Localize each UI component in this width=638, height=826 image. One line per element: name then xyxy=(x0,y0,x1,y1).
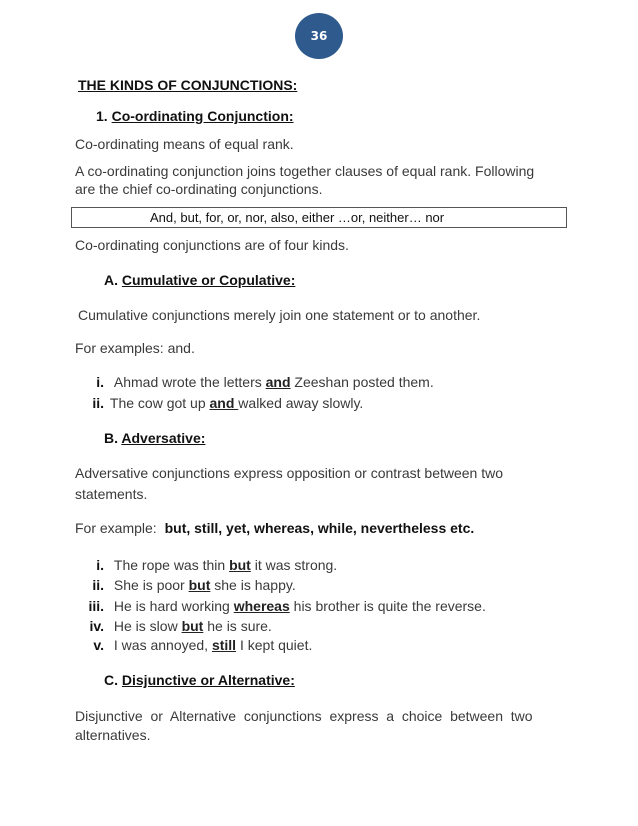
section-c-heading xyxy=(104,672,295,688)
list-item-number: i. xyxy=(96,557,104,573)
list-item-text-pre: She is poor xyxy=(113,577,189,593)
list-item-text-post: Zeeshan posted them. xyxy=(290,374,434,390)
paragraph-example-words xyxy=(75,520,474,537)
list-item xyxy=(80,557,337,574)
page-number: 36 xyxy=(310,29,328,43)
list-item-number: ii. xyxy=(92,395,104,411)
section-1-heading xyxy=(96,108,294,124)
list-item-text-post: I kept quiet. xyxy=(236,637,313,653)
conjunctions-box xyxy=(71,207,567,228)
paragraph-joins-line2: are the chief co-ordinating conjunctions. xyxy=(75,181,323,197)
section-1-number: 1. xyxy=(96,108,108,124)
section-a-number: A. xyxy=(104,272,118,288)
list-item-text-post: he is sure. xyxy=(203,618,272,634)
list-item-text-pre: The rope was thin xyxy=(113,557,230,573)
list-item-number: i. xyxy=(96,374,104,390)
list-item-conjunction: still xyxy=(211,637,237,653)
example-label: For example: xyxy=(75,520,157,536)
paragraph-four-kinds: Co-ordinating conjunctions are of four kinds. xyxy=(75,237,349,253)
paragraph-disjunctive-line2: alternatives. xyxy=(75,727,151,743)
conjunctions-box-text: And, but, for, or, nor, also, either …or, neither… nor xyxy=(150,210,445,225)
section-c-title: Disjunctive or Alternative: xyxy=(121,672,295,688)
section-a-heading xyxy=(104,272,295,288)
list-item-conjunction: and xyxy=(265,374,291,390)
paragraph-adversative-line1: Adversative conjunctions express opposition or contrast between two xyxy=(75,465,504,481)
list-item xyxy=(80,374,434,391)
list-item xyxy=(80,577,296,594)
list-item-conjunction: whereas xyxy=(233,598,290,614)
list-item-conjunction: but xyxy=(181,618,204,634)
list-item-number: iii. xyxy=(88,598,104,614)
section-b-heading xyxy=(104,430,205,446)
section-b-number: B. xyxy=(104,430,118,446)
list-item-text-pre: I was annoyed, xyxy=(113,637,212,653)
page-heading: THE KINDS OF CONJUNCTIONS: xyxy=(78,77,298,93)
paragraph-adversative-line2: statements. xyxy=(75,486,148,502)
list-item-text-post: it was strong. xyxy=(250,557,338,573)
section-a-title: Cumulative or Copulative: xyxy=(121,272,296,288)
list-item-conjunction: but xyxy=(188,577,211,593)
list-item-text-pre: He is slow xyxy=(113,618,182,634)
list-item-text-post: walked away slowly. xyxy=(238,395,364,411)
paragraph-examples-and: For examples: and. xyxy=(75,340,195,356)
list-item-number: v. xyxy=(93,637,104,653)
list-item xyxy=(80,618,272,635)
paragraph-disjunctive-line1: Disjunctive or Alternative conjunctions express a choice between two xyxy=(75,708,533,724)
list-item-text-pre: Ahmad wrote the letters xyxy=(113,374,266,390)
list-item-text-post: she is happy. xyxy=(210,577,296,593)
list-item xyxy=(80,637,312,654)
example-words: but, still, yet, whereas, while, nevertheless etc. xyxy=(164,520,475,536)
list-item-number: iv. xyxy=(89,618,104,634)
section-1-title: Co-ordinating Conjunction: xyxy=(111,108,294,124)
list-item xyxy=(80,395,363,412)
paragraph-joins-line1: A co-ordinating conjunction joins together clauses of equal rank. Following xyxy=(75,163,535,179)
page-number-badge xyxy=(295,13,343,59)
list-item-text-pre: The cow got up xyxy=(109,395,210,411)
list-item-text-pre: He is hard working xyxy=(113,598,234,614)
list-item-number: ii. xyxy=(92,577,104,593)
section-c-number: C. xyxy=(104,672,118,688)
list-item-conjunction: and xyxy=(209,395,239,411)
paragraph-cumulative: Cumulative conjunctions merely join one statement or to another. xyxy=(78,307,481,323)
paragraph-equal-rank: Co-ordinating means of equal rank. xyxy=(75,136,294,152)
section-b-title: Adversative: xyxy=(121,430,206,446)
list-item-conjunction: but xyxy=(229,557,251,573)
list-item-text-post: his brother is quite the reverse. xyxy=(289,598,486,614)
list-item xyxy=(80,598,486,615)
